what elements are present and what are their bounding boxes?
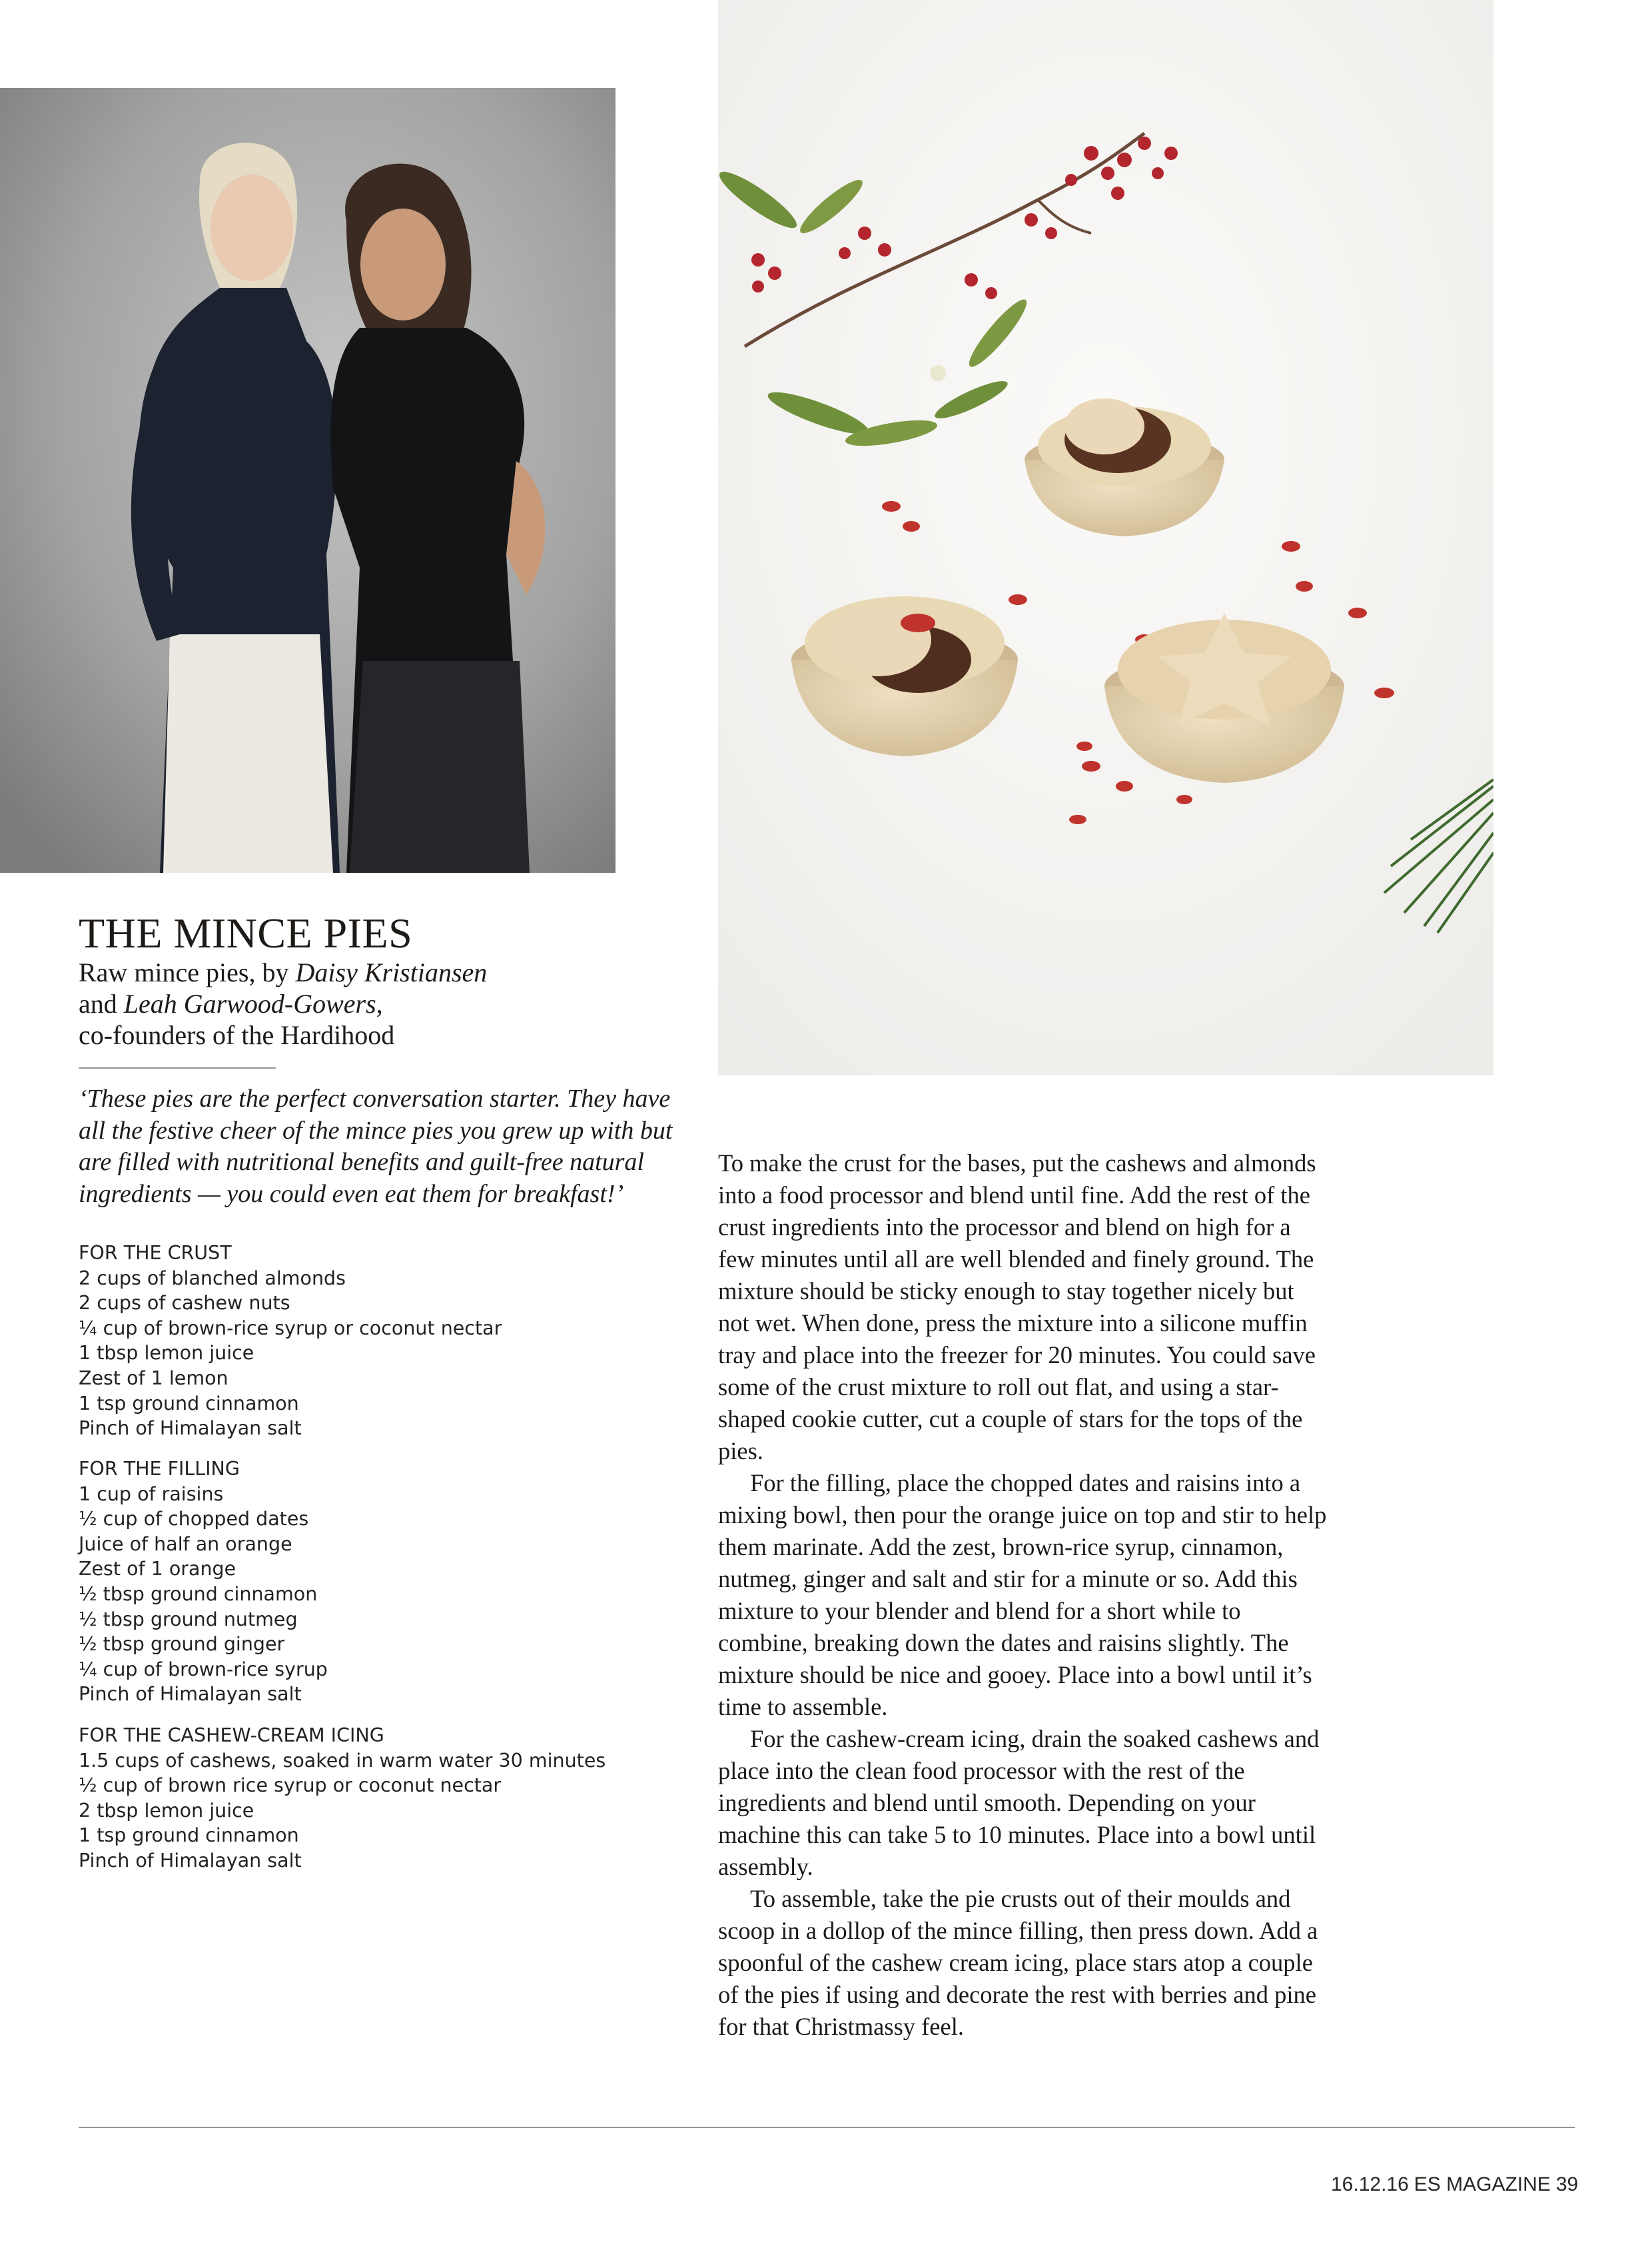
ingredient-item: 2 tbsp lemon juice [79, 1799, 254, 1822]
section-heading: FOR THE CRUST [79, 1242, 232, 1264]
portrait-photo [0, 88, 616, 873]
standfirst-comma: , [376, 989, 383, 1019]
method-paragraph: To make the crust for the bases, put the cashews and almonds into a food processor and blend until fine. Add the rest of the crust ingredients into the processor and blend on high for a few minutes until all are well blended and finely ground. The mixture should be sticky enough to stay together nicely but not wet. When done, press the mixture into a silicone muffin tray and place into the freezer for 20 minutes. You could save some of the crust mixture to roll out flat, and using a star-shaped cookie cutter, cut a couple of stars for the tops of the pies. [718, 1149, 1316, 1464]
ingredient-item: 1 tsp ground cinnamon [79, 1392, 299, 1414]
issue-date: 16.12.16 [1331, 2173, 1409, 2195]
ingredients-filling [79, 1456, 678, 1707]
ingredient-item: Pinch of Himalayan salt [79, 1683, 302, 1706]
footer-rule [79, 2127, 1575, 2128]
section-heading: FOR THE CASHEW-CREAM ICING [79, 1724, 384, 1746]
ingredient-item: ½ tbsp ground nutmeg [79, 1608, 298, 1630]
ingredients-icing [79, 1723, 678, 1874]
method-paragraph: For the cashew-cream icing, drain the soaked cashews and place into the clean food processor with the rest of the ingredients and blend until smooth. Depending on your machine this can take 5 to 10 minutes. Place into a bowl until assembly. [718, 1725, 1320, 1880]
standfirst [79, 957, 638, 1051]
ingredient-item: 1 cup of raisins [79, 1482, 224, 1505]
ingredient-item: Zest of 1 lemon [79, 1367, 228, 1389]
page-number: 39 [1555, 2173, 1579, 2195]
ingredient-item: 1 tbsp lemon juice [79, 1342, 254, 1365]
ingredient-item: ½ cup of chopped dates [79, 1508, 309, 1530]
ingredient-item: Pinch of Himalayan salt [79, 1417, 302, 1440]
magazine-name: ES MAGAZINE [1414, 2173, 1551, 2195]
mince-pies-photo [718, 0, 1493, 1075]
divider-short [79, 1067, 276, 1069]
ingredient-item: Pinch of Himalayan salt [79, 1849, 302, 1872]
ingredient-item: 2 cups of cashew nuts [79, 1292, 290, 1315]
method-text [718, 1147, 1331, 2043]
feature-title: THE MINCE PIES [79, 909, 413, 957]
ingredient-item: Juice of half an orange [79, 1532, 292, 1555]
author-1: Daisy Kristiansen [295, 957, 488, 987]
ingredient-item: 2 cups of blanched almonds [79, 1267, 346, 1289]
ingredient-item: Zest of 1 orange [79, 1558, 236, 1580]
ingredient-item: ¼ cup of brown-rice syrup [79, 1658, 328, 1680]
method-paragraph: For the filling, place the chopped dates and raisins into a mixing bowl, then pour the orange juice on top and stir to help them marinate. Add the zest, brown-rice syrup, cinnamon, nutmeg, ginger and salt and stir for a minute or so. Add this mixture to your blender and blend for a short while to combine, breaking down the dates and raisins slightly. The mixture should be nice and gooey. Place into a bowl until it’s time to assemble. [718, 1469, 1327, 1720]
ingredient-item: ½ tbsp ground ginger [79, 1633, 285, 1656]
author-2: Leah Garwood-Gowers [123, 989, 376, 1019]
pull-quote: ‘These pies are the perfect conversation starter. They have all the festive cheer of the mince pies you grew up with but are filled with nutritional benefits and guilt-free natural ingredients — you could even eat them for breakfast!’ [79, 1085, 673, 1208]
ingredients-crust [79, 1241, 678, 1441]
section-heading: FOR THE FILLING [79, 1458, 240, 1480]
standfirst-lead: Raw mince pies, by [79, 957, 296, 987]
ingredient-item: ¼ cup of brown-rice syrup or coconut nectar [79, 1317, 502, 1339]
ingredient-item: ½ tbsp ground cinnamon [79, 1582, 318, 1605]
ingredient-item: ½ cup of brown rice syrup or coconut nectar [79, 1774, 502, 1797]
method-paragraph: To assemble, take the pie crusts out of their moulds and scoop in a dollop of the mince filling, then press down. Add a spoonful of the cashew cream icing, place stars atop a couple of the pies if using and decorate the rest with berries and pine for that Christmassy feel. [718, 1885, 1318, 2040]
standfirst-and: and [79, 989, 124, 1019]
ingredient-item: 1.5 cups of cashews, soaked in warm water 30 minutes [79, 1749, 606, 1772]
ingredient-item: 1 tsp ground cinnamon [79, 1824, 299, 1847]
standfirst-role: co-founders of the Hardihood [79, 1020, 395, 1050]
folio [1331, 2173, 1583, 2196]
